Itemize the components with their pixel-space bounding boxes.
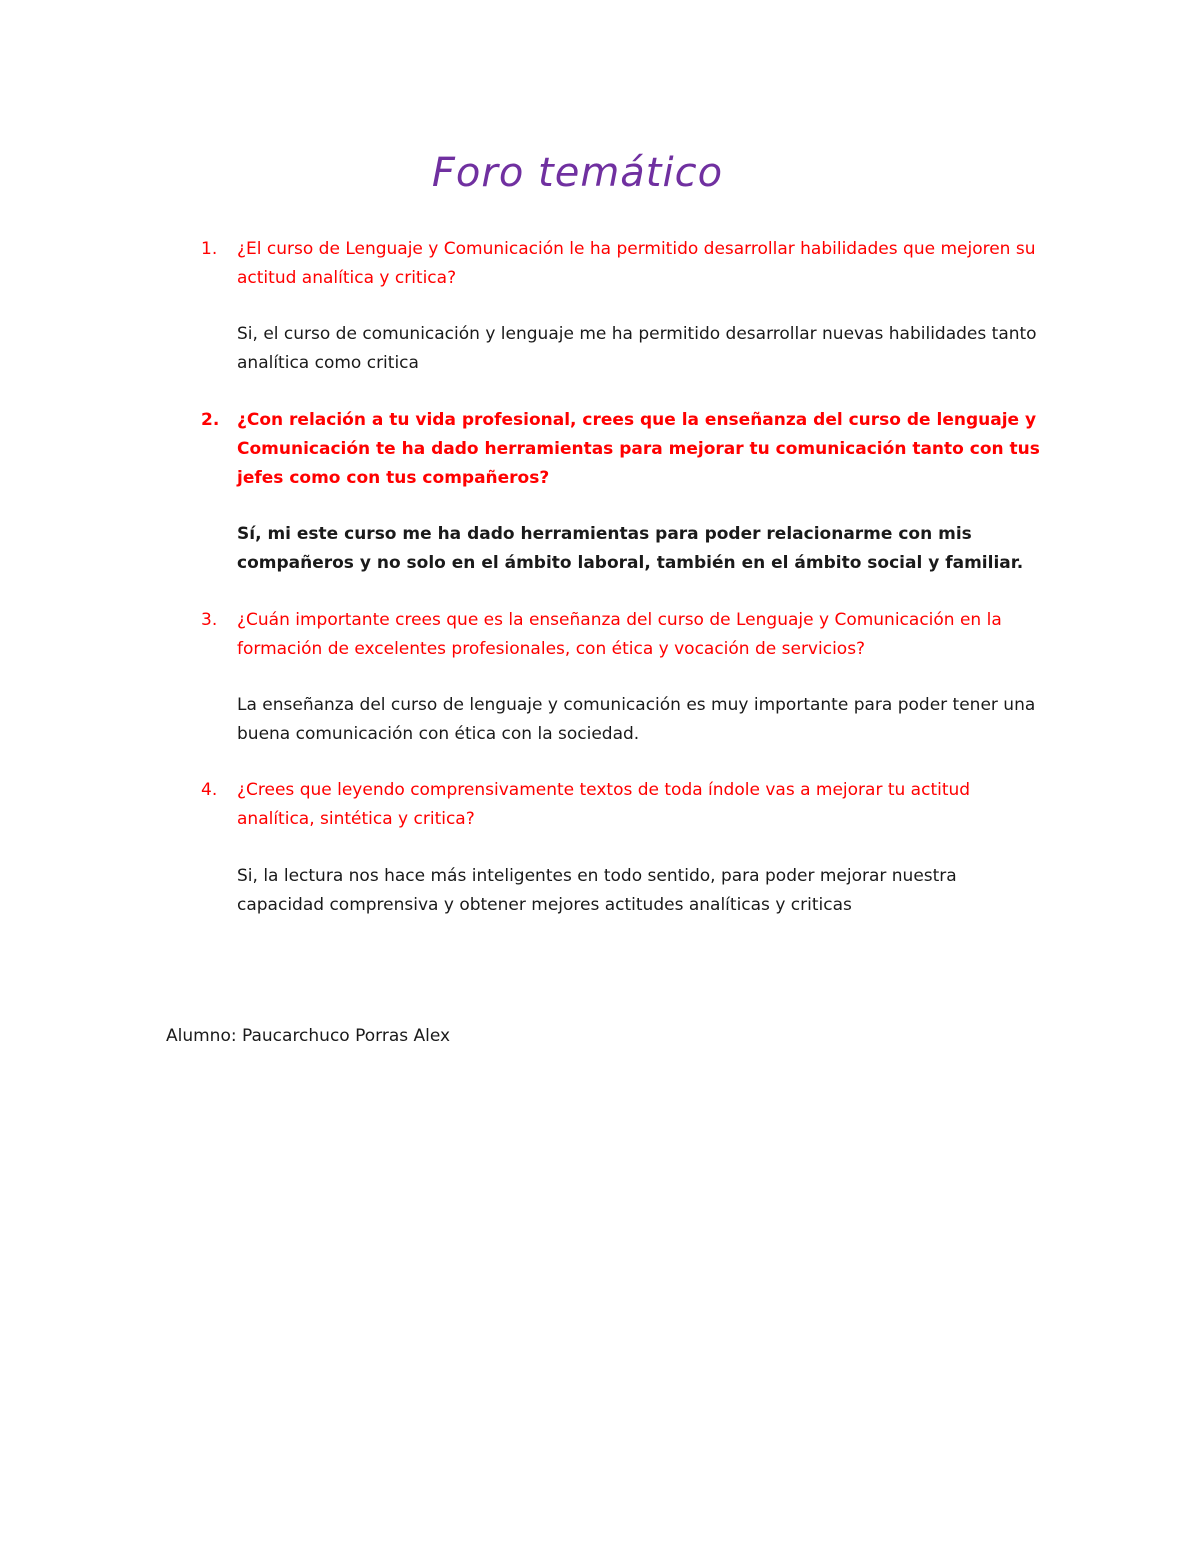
answer-text: Si, la lectura nos hace más inteligentes en todo sentido, para poder mejorar nuestra capacidad comprensiva y obtener mejores actitudes analíticas y criticas [237, 866, 957, 915]
item-number: 4. [201, 780, 218, 800]
question-text: ¿El curso de Lenguaje y Comunicación le ha permitido desarrollar habilidades que mejoren su actitud analítica y critica? [237, 239, 1036, 288]
page-title: Foro temático [431, 150, 724, 196]
item-number: 3. [201, 610, 218, 630]
question-text: ¿Cuán importante crees que es la enseñanza del curso de Lenguaje y Comunicación en la formación de excelentes profesionales, con ética y vocación de servicios? [237, 610, 1002, 659]
student-name: Alumno: Paucarchuco Porras Alex [166, 1026, 451, 1046]
item-number: 2. [201, 410, 220, 430]
answer-text: Si, el curso de comunicación y lenguaje me ha permitido desarrollar nuevas habilidades tanto analítica como critica [237, 324, 1037, 373]
answer-text: Sí, mi este curso me ha dado herramientas para poder relacionarme con mis compañeros y no solo en el ámbito laboral, también en el ámbito social y familiar. [237, 524, 1024, 573]
question-text: ¿Crees que leyendo comprensivamente textos de toda índole vas a mejorar tu actitud analítica, sintética y critica? [237, 780, 971, 829]
answer-text: La enseñanza del curso de lenguaje y comunicación es muy importante para poder tener una buena comunicación con ética con la sociedad. [237, 695, 1036, 744]
question-text: ¿Con relación a tu vida profesional, crees que la enseñanza del curso de lenguaje y Comunicación te ha dado herramientas para mejorar tu comunicación tanto con tus jefes como con tus compañeros? [237, 410, 1040, 488]
item-number: 1. [201, 239, 218, 259]
